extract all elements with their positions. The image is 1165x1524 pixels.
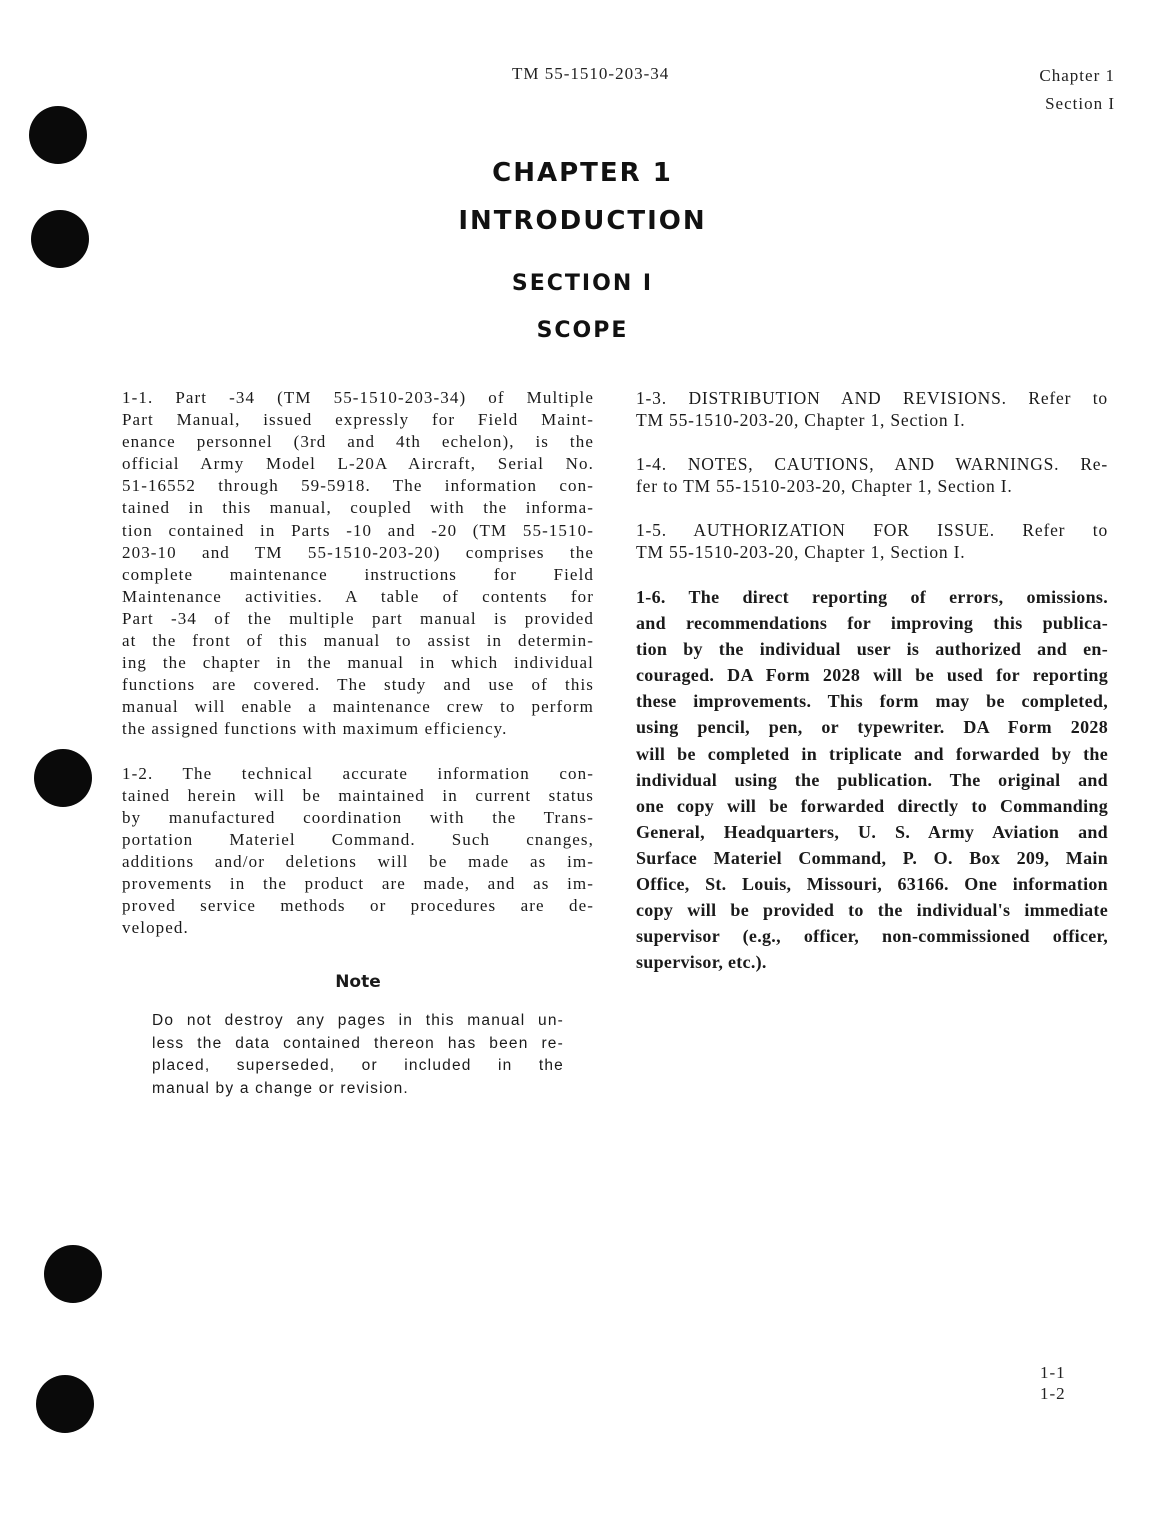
text-line: General, Headquarters, U. S. Army Aviation and (636, 821, 1108, 842)
document-number: TM 55-1510-203-34 (512, 64, 670, 83)
text-line: enance personnel (3rd and 4th echelon), is the (122, 432, 594, 452)
paragraph-1-3 (636, 387, 1108, 431)
paragraph-1-5 (636, 519, 1108, 563)
text-line: using pencil, pen, or typewriter. DA Form 2028 (636, 717, 1108, 738)
text-line: 1-5. AUTHORIZATION FOR ISSUE. Refer to (636, 520, 1108, 540)
note-line: Do not destroy any pages in this manual un- (152, 1012, 564, 1029)
chapter-name: INTRODUCTION (458, 206, 707, 236)
text-line: by manufactured coordination with the Trans- (122, 807, 594, 827)
header-section: Section I (1045, 94, 1115, 113)
text-line: ing the chapter in the manual in which individual (122, 653, 594, 673)
text-line: official Army Model L-20A Aircraft, Serial No. (122, 454, 594, 474)
note-block (152, 972, 564, 1101)
text-line: 203-10 and TM 55-1510-203-20) comprises the (122, 542, 594, 562)
text-line: manual will enable a maintenance crew to perform (122, 697, 594, 717)
text-line: 1-4. NOTES, CAUTIONS, AND WARNINGS. Re- (636, 454, 1108, 474)
binder-hole (36, 1375, 94, 1433)
binder-hole (34, 749, 92, 807)
note-line: placed, superseded, or included in the (152, 1057, 564, 1075)
text-line: tion by the individual user is authorized and en- (636, 639, 1108, 660)
text-line: and recommendations for improving this publica- (636, 613, 1108, 634)
binder-hole (29, 106, 87, 164)
text-line: portation Materiel Command. Such cnanges, (122, 829, 594, 849)
text-line: veloped. (122, 918, 189, 938)
section-title: SECTION I (511, 271, 654, 296)
text-line: at the front of this manual to assist in determin- (122, 631, 594, 651)
text-line: complete maintenance instructions for Field (122, 564, 594, 584)
text-line: tained herein will be maintained in current status (122, 785, 594, 805)
page-number: 1-2 (1040, 1384, 1066, 1403)
text-line: provements in the product are made, and as im- (122, 873, 594, 893)
text-line: fer to TM 55-1510-203-20, Chapter 1, Section I. (636, 476, 1013, 496)
text-line: 1-1. Part -34 (TM 55-1510-203-34) of Multiple (122, 388, 594, 407)
note-line: less the data contained thereon has been re- (152, 1034, 564, 1052)
text-line: supervisor (e.g., officer, non-commissioned officer, (636, 926, 1108, 947)
page-number: 1-1 (1040, 1363, 1066, 1382)
header-chapter: Chapter 1 (1039, 66, 1115, 85)
binder-hole (44, 1245, 102, 1303)
text-line: additions and/or deletions will be made as im- (122, 851, 594, 871)
paragraph-1-4 (636, 453, 1108, 497)
text-line: tained in this manual, coupled with the informa- (122, 498, 594, 518)
text-line: Part Manual, issued expressly for Field Maint- (122, 410, 594, 430)
text-line: TM 55-1510-203-20, Chapter 1, Section I. (636, 410, 966, 430)
text-line: Part -34 of the multiple part manual is provided (122, 608, 594, 628)
text-line: Office, St. Louis, Missouri, 63166. One information (636, 874, 1108, 895)
paragraph-1-2 (122, 763, 594, 940)
paragraph-1-1 (122, 387, 594, 741)
text-line: individual using the publication. The original and (636, 769, 1108, 790)
text-line: copy will be provided to the individual's immediate (636, 900, 1108, 921)
left-column (122, 387, 594, 961)
text-line: one copy will be forwarded directly to Commanding (636, 795, 1108, 816)
text-line: Maintenance activities. A table of contents for (122, 586, 594, 606)
paragraph-1-6 (636, 584, 1108, 975)
text-line: 1-2. The technical accurate information con- (122, 763, 594, 783)
text-line: these improvements. This form may be completed, (636, 691, 1108, 712)
text-line: couraged. DA Form 2028 will be used for reporting (636, 665, 1108, 686)
note-line: manual by a change or revision. (152, 1080, 409, 1098)
text-line: will be completed in triplicate and forwarded by the (636, 743, 1108, 764)
chapter-title: CHAPTER 1 (492, 158, 673, 188)
text-line: TM 55-1510-203-20, Chapter 1, Section I. (636, 542, 966, 562)
text-line: functions are covered. The study and use of this (122, 675, 594, 695)
text-line: proved service methods or procedures are de- (122, 896, 594, 916)
note-title: Note (335, 972, 381, 992)
text-line: the assigned functions with maximum efficiency. (122, 719, 508, 739)
text-line: tion contained in Parts -10 and -20 (TM 55-1510- (122, 520, 594, 540)
right-column (636, 387, 1108, 975)
section-name: SCOPE (536, 318, 629, 343)
text-line: Surface Materiel Command, P. O. Box 209, Main (636, 847, 1108, 868)
text-line: 51-16552 through 59-5918. The information con- (122, 476, 594, 496)
text-line: supervisor, etc.). (636, 952, 767, 973)
text-line: 1-3. DISTRIBUTION AND REVISIONS. Refer to (636, 388, 1108, 408)
text-line: 1-6. The direct reporting of errors, omissions. (636, 587, 1108, 607)
